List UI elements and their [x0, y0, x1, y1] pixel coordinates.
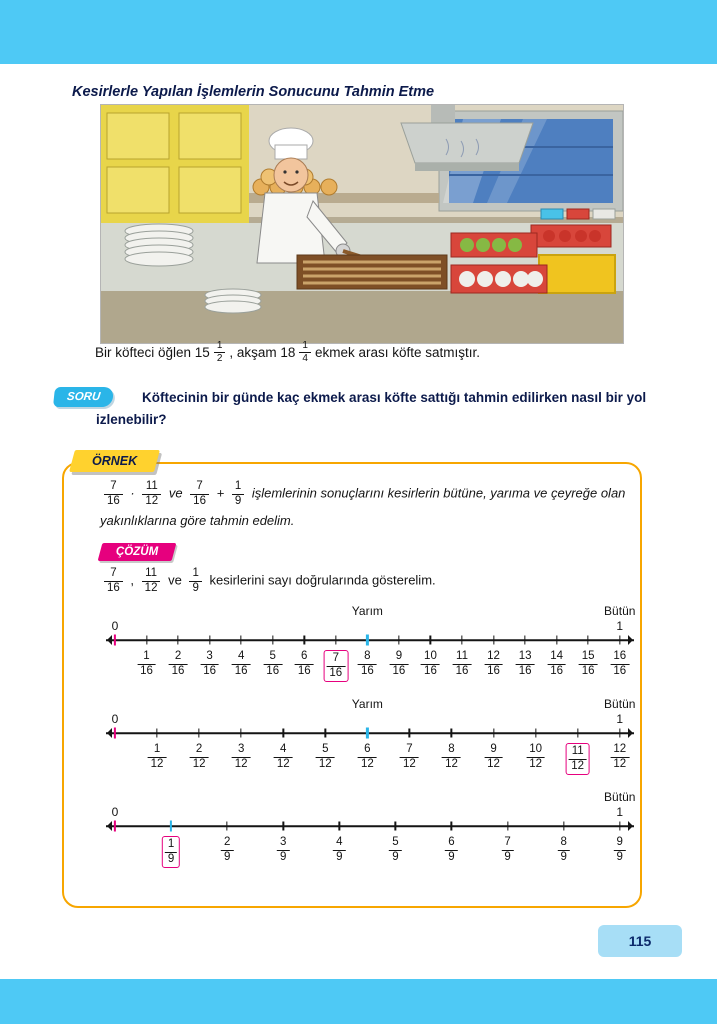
butun-label: Bütün	[604, 603, 636, 618]
yarim-label: Yarım	[351, 603, 383, 618]
top-banner	[0, 0, 717, 64]
axis-line	[106, 640, 634, 642]
fraction-label: $\frac{2}{9}$	[221, 836, 233, 865]
number-line-axis	[106, 634, 634, 647]
number-lines	[100, 604, 634, 873]
axis-line	[106, 826, 634, 828]
ornek-badge: ÖRNEK	[69, 450, 160, 472]
fraction-label: $\frac{12}{16}$	[484, 650, 503, 679]
operator-dot: ·	[130, 485, 135, 501]
tick	[366, 728, 368, 739]
fraction-label: $\frac{4}{16}$	[232, 650, 251, 679]
cozum-text: kesirlerini sayı doğrularında gösterelim.	[209, 573, 436, 589]
tick	[395, 822, 396, 831]
tick	[524, 636, 525, 645]
right-arrow-icon	[628, 635, 638, 645]
tick	[461, 636, 462, 645]
grill-tray	[297, 255, 447, 289]
fraction-label: $\frac{7}{9}$	[501, 836, 513, 865]
fraction-label: $\frac{5}{9}$	[389, 836, 401, 865]
tick	[283, 822, 284, 831]
fraction-label: $\frac{3}{16}$	[200, 650, 219, 679]
number-line	[106, 604, 634, 687]
tick	[409, 729, 410, 738]
fraction-label: $\frac{4}{12}$	[274, 743, 293, 772]
intro-text	[95, 340, 480, 365]
number-line-labels	[106, 790, 634, 820]
tick	[451, 729, 452, 738]
tick	[209, 636, 210, 645]
ornek-sentence	[100, 480, 634, 533]
fraction-7-16c: $\frac{7}{16}$	[104, 567, 123, 596]
fraction-1-9: $\frac{1}{9}$	[232, 480, 244, 509]
ornek-box	[62, 454, 642, 908]
tick	[430, 636, 431, 645]
number-line-labels	[106, 604, 634, 634]
one-label: 1	[616, 618, 624, 633]
tick	[226, 822, 227, 831]
number-line-axis	[106, 820, 634, 833]
kitchen-illustration-svg	[101, 105, 623, 343]
bottom-banner	[0, 979, 717, 1024]
tick	[493, 636, 494, 645]
intro-part2: , akşam 18	[229, 345, 296, 360]
tick	[507, 822, 508, 831]
fraction-label: $\frac{9}{9}$	[614, 836, 626, 865]
tick	[493, 729, 494, 738]
fraction-label: $\frac{1}{16}$	[137, 650, 156, 679]
fraction-label: $\frac{8}{16}$	[358, 650, 377, 679]
tick	[451, 822, 452, 831]
tick	[619, 729, 620, 738]
tick	[170, 821, 172, 832]
fraction-11-12: $\frac{11}{12}$	[142, 480, 161, 509]
one-label: 1	[616, 804, 624, 819]
tick	[535, 729, 536, 738]
fraction-label: $\frac{6}{9}$	[445, 836, 457, 865]
fraction-label: $\frac{2}{12}$	[190, 743, 209, 772]
cozum-ve: ve	[168, 573, 182, 589]
right-arrow-icon	[628, 728, 638, 738]
number-line	[106, 790, 634, 873]
page-number: 115	[598, 925, 682, 957]
tick	[398, 636, 399, 645]
highlighted-fraction: $\frac{1}{9}$	[162, 836, 180, 869]
tick	[556, 636, 557, 645]
tick	[563, 822, 564, 831]
fraction-label: $\frac{13}{16}$	[516, 650, 535, 679]
left-arrow-icon	[102, 821, 112, 831]
left-arrow-icon	[102, 635, 112, 645]
fraction-label: $\frac{9}{12}$	[484, 743, 503, 772]
fraction-label: $\frac{10}{12}$	[526, 743, 545, 772]
cozum-sentence	[100, 567, 634, 596]
zero-label: 0	[111, 804, 119, 819]
axis-line	[106, 733, 634, 735]
butun-label: Bütün	[604, 696, 636, 711]
zero-label: 0	[111, 618, 119, 633]
fraction-11-12b: $\frac{11}{12}$	[142, 567, 161, 596]
tick	[304, 636, 305, 645]
fraction-label: $\frac{5}{16}$	[263, 650, 282, 679]
tick	[198, 729, 199, 738]
fraction-label: $\frac{4}{9}$	[333, 836, 345, 865]
fraction-label: $\frac{3}{9}$	[277, 836, 289, 865]
number-line-labels	[106, 697, 634, 727]
ornek-ve: ve	[168, 485, 183, 501]
soru-question: Köftecinin bir günde kaç ekmek arası köfte sattığı tahmin edilirken nasıl bir yol izlenebilir?	[96, 390, 647, 427]
cozum-sep: ,	[130, 573, 135, 589]
fraction-1-9b: $\frac{1}{9}$	[189, 567, 201, 596]
number-line-fractions	[106, 740, 634, 780]
fraction-label: $\frac{6}{12}$	[358, 743, 377, 772]
fraction-label: $\frac{12}{12}$	[610, 743, 629, 772]
fraction-label: $\frac{9}{16}$	[390, 650, 409, 679]
highlighted-fraction: $\frac{11}{12}$	[565, 743, 590, 776]
cozum-badge: ÇÖZÜM	[98, 543, 177, 561]
tick	[156, 729, 157, 738]
number-line-fractions	[106, 833, 634, 873]
number-line-fractions	[106, 647, 634, 687]
fraction-label: $\frac{14}{16}$	[547, 650, 566, 679]
tick	[339, 822, 340, 831]
operator-plus: +	[216, 485, 225, 501]
tick	[272, 636, 273, 645]
fraction-label: $\frac{1}{12}$	[148, 743, 167, 772]
tick	[335, 636, 336, 645]
zero-label: 0	[111, 711, 119, 726]
number-line	[106, 697, 634, 780]
tick	[177, 636, 178, 645]
fraction-label: $\frac{5}{12}$	[316, 743, 335, 772]
tick	[619, 822, 620, 831]
fraction-label: $\frac{15}{16}$	[579, 650, 598, 679]
kitchen-illustration	[100, 104, 624, 344]
tick	[619, 636, 620, 645]
right-arrow-icon	[628, 821, 638, 831]
tick	[588, 636, 589, 645]
tick	[241, 729, 242, 738]
fraction-label: $\frac{6}{16}$	[295, 650, 314, 679]
tick	[114, 635, 116, 646]
number-line-axis	[106, 727, 634, 740]
fraction-label: $\frac{8}{12}$	[442, 743, 461, 772]
intro-part1: Bir köfteci öğlen 15	[95, 345, 210, 360]
fraction-label: $\frac{16}{16}$	[610, 650, 629, 679]
fraction-label: $\frac{7}{12}$	[400, 743, 419, 772]
tick	[283, 729, 284, 738]
fraction-label: $\frac{10}{16}$	[421, 650, 440, 679]
tick	[146, 636, 147, 645]
tick	[241, 636, 242, 645]
cabinets	[101, 105, 249, 223]
one-label: 1	[616, 711, 624, 726]
soru-badge: SORU	[53, 387, 114, 407]
left-arrow-icon	[102, 728, 112, 738]
tick	[577, 729, 578, 738]
page-title: Kesirlerle Yapılan İşlemlerin Sonucunu Tahmin Etme	[72, 84, 435, 100]
yarim-label: Yarım	[351, 696, 383, 711]
fraction-label: $\frac{2}{16}$	[169, 650, 188, 679]
intro-part3: ekmek arası köfte satmıştır.	[314, 345, 481, 360]
fraction-label: $\frac{3}{12}$	[232, 743, 251, 772]
tick	[114, 821, 116, 832]
butun-label: Bütün	[604, 789, 636, 804]
highlighted-fraction: $\frac{7}{16}$	[323, 650, 348, 683]
fraction-label: $\frac{11}{16}$	[453, 650, 472, 679]
fraction-7-16b: $\frac{7}{16}$	[190, 480, 209, 509]
tick	[325, 729, 326, 738]
tick	[366, 635, 368, 646]
fraction-1-4: $\frac{1}{4}$	[299, 340, 311, 365]
fraction-7-16: $\frac{7}{16}$	[104, 480, 123, 509]
fraction-label: $\frac{8}{9}$	[557, 836, 569, 865]
fraction-1-2: $\frac{1}{2}$	[214, 340, 226, 365]
ornek-text: işlemlerinin sonuçlarını kesirlerin bütüne, yarıma ve çeyreğe olan yakınlıklarına göre tahmin edelim.	[100, 485, 626, 528]
tick	[114, 728, 116, 739]
